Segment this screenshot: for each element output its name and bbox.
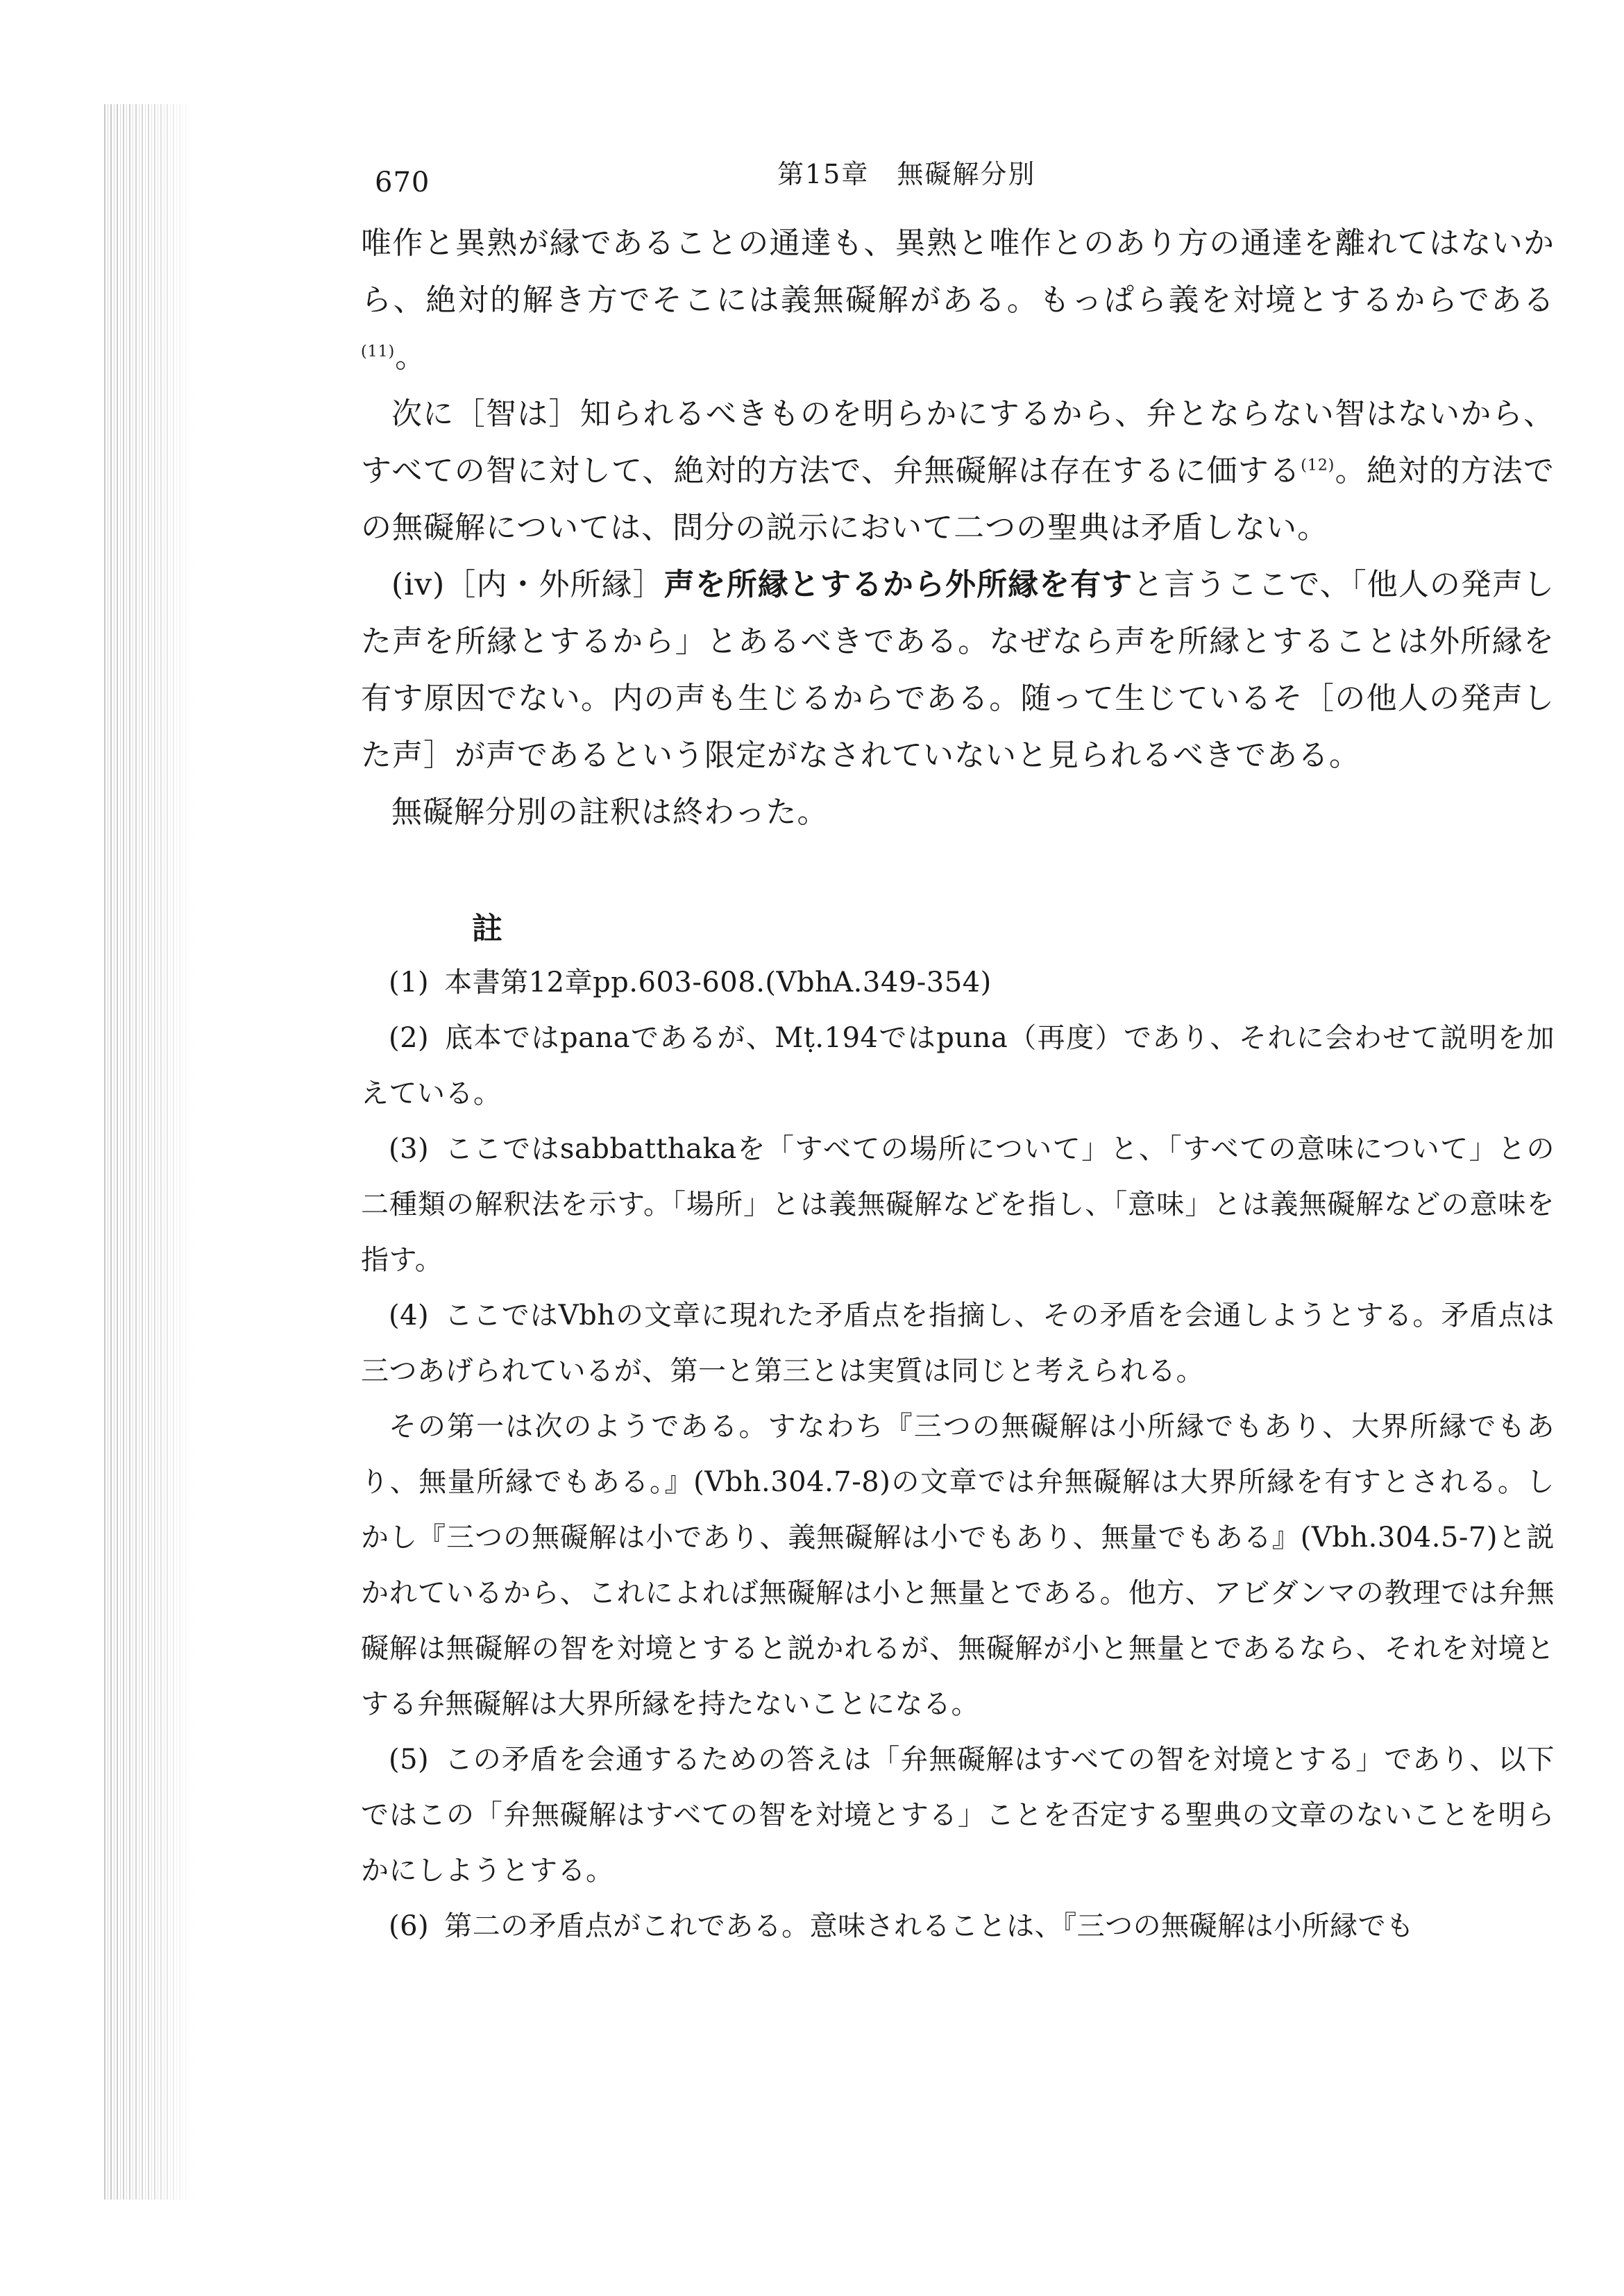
- paragraph-1-end: 。: [395, 339, 427, 375]
- note-6: [361, 1898, 1555, 1954]
- note-5-number: (5): [389, 1744, 430, 1776]
- paragraph-4: [361, 784, 1555, 841]
- paragraph-2: [361, 386, 1555, 556]
- note-5-text: この矛盾を会通するための答えは「弁無礙解はすべての智を対境とする」であり、以下ではこの「弁無礙解はすべての智を対境とする」ことを否定する聖典の文章のないことを明らかにしようとする。: [361, 1744, 1555, 1887]
- footnote-ref-12: (12): [1301, 457, 1335, 475]
- note-4-continuation-text: その第一は次のようである。すなわち『三つの無礙解は小所縁でもあり、大界所縁でもあり、無量所縁でもある。』(Vbh.304.7-8)の文章では弁無礙解は大界所縁を有すとされる。しかし『三つの無礙解は小であり、義無礙解は小でもあり、無量でもある』(Vbh.304.5-7)と説かれているから、これによれば無礙解は小と無量とである。他方、アビダンマの教理では弁無礙解は無礙解の智を対境とすると説かれるが、無礙解が小と無量とであるなら、それを対境とする弁無礙解は大界所縁を持たないことになる。: [361, 1411, 1555, 1720]
- main-text: [361, 215, 1555, 841]
- paragraph-1-text: 唯作と異熟が縁であることの通達も、異熟と唯作とのあり方の通達を離れてはないから、絶対的解き方でそこには義無礙解がある。もっぱら義を対境とするからである: [361, 226, 1555, 318]
- note-2-number: (2): [389, 1022, 430, 1054]
- book-page: [361, 139, 1555, 1954]
- page-number: 670: [375, 167, 430, 198]
- note-4: [361, 1288, 1555, 1399]
- note-1: [361, 955, 1555, 1010]
- note-1-text: 本書第12章pp.603-608.(VbhA.349-354): [444, 967, 992, 998]
- page-header: [361, 139, 1555, 215]
- notes-section: [361, 955, 1555, 1954]
- paragraph-3-bold-phrase: 声を所縁とするから外所縁を有す: [663, 567, 1133, 602]
- note-6-number: (6): [389, 1910, 430, 1942]
- note-2: [361, 1010, 1555, 1121]
- running-head: 第15章 無礙解分別: [777, 159, 1036, 189]
- paragraph-3-lead: (iv)［内・外所縁］: [391, 567, 664, 602]
- paragraph-1: [361, 215, 1555, 386]
- note-4-continuation: [361, 1399, 1555, 1732]
- paragraph-2-text: 次に［智は］知られるべきものを明らかにするから、弁とならない智はないから、すべての智に対して、絶対的方法で、弁無礙解は存在するに価する: [361, 396, 1555, 488]
- notes-heading: 註: [472, 911, 504, 946]
- note-4-text: ここではVbhの文章に現れた矛盾点を指摘し、その矛盾を会通しようとする。矛盾点は三つあげられているが、第一と第三とは実質は同じと考えられる。: [361, 1300, 1555, 1387]
- paragraph-2-end: 。絶対的方法での無礙解については、問分の説示において二つの聖典は矛盾しない。: [361, 453, 1555, 545]
- note-1-number: (1): [389, 967, 430, 998]
- note-4-number: (4): [389, 1300, 430, 1332]
- scan-binding-edge: [104, 104, 194, 2200]
- note-3: [361, 1121, 1555, 1288]
- note-3-text: ここではsabbatthakaを「すべての場所について」と、「すべての意味について」との二種類の解釈法を示す。「場所」とは義無礙解などを指し、「意味」とは義無礙解などの意味を指す。: [361, 1133, 1555, 1276]
- paragraph-3-rest: と言うここで、「他人の発声した声を所縁とするから」とあるべきである。なぜなら声を所縁とすることは外所縁を有す原因でない。内の声も生じるからである。随って生じているそ［の他人の発声した声］が声であるという限定がなされていないと見られるべきである。: [361, 567, 1555, 773]
- footnote-ref-11: (11): [361, 343, 396, 361]
- note-2-text: 底本ではpanaであるが、Mṭ.194ではpuna（再度）であり、それに会わせて説明を加えている。: [361, 1022, 1555, 1109]
- paragraph-3: [361, 556, 1555, 784]
- paragraph-4-text: 無礙解分別の註釈は終わった。: [391, 794, 829, 830]
- note-6-text: 第二の矛盾点がこれである。意味されることは、『三つの無礙解は小所縁でも: [444, 1910, 1414, 1942]
- note-5: [361, 1732, 1555, 1898]
- note-3-number: (3): [389, 1133, 430, 1165]
